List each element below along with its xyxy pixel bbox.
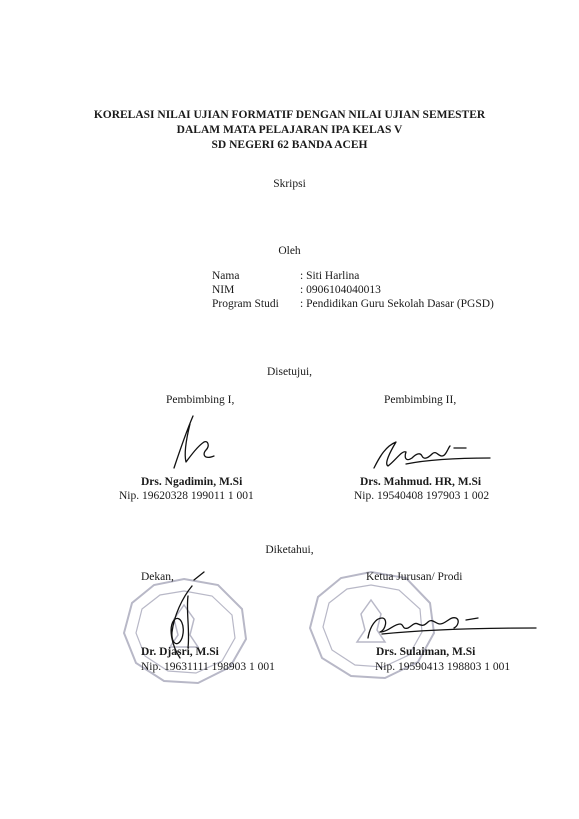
advisor-1-role: Pembimbing I, bbox=[166, 394, 235, 406]
advisor-2-role: Pembimbing II, bbox=[384, 394, 457, 406]
nim-label: NIM bbox=[212, 284, 235, 296]
head-nip: Nip. 19590413 198803 1 001 bbox=[375, 661, 511, 673]
program-value: : Pendidikan Guru Sekolah Dasar (PGSD) bbox=[300, 298, 494, 310]
head-signature bbox=[362, 602, 542, 646]
by-label: Oleh bbox=[278, 245, 301, 257]
head-role: Ketua Jurusan/ Prodi bbox=[366, 571, 463, 583]
advisor-2-signature bbox=[366, 434, 496, 474]
dean-role: Dekan, bbox=[141, 571, 174, 583]
name-value: : Siti Harlina bbox=[300, 270, 360, 282]
title-line-3: SD NEGERI 62 BANDA ACEH bbox=[211, 139, 368, 151]
advisor-1-signature bbox=[160, 410, 230, 472]
approved-label: Disetujui, bbox=[266, 366, 313, 378]
advisor-2-name: Drs. Mahmud. HR, M.Si bbox=[360, 476, 482, 488]
title-line-2: DALAM MATA PELAJARAN IPA KELAS V bbox=[176, 124, 403, 136]
name-label: Nama bbox=[212, 270, 240, 282]
advisor-1-nip: Nip. 19620328 199011 1 001 bbox=[119, 490, 254, 502]
advisor-2-nip: Nip. 19540408 197903 1 002 bbox=[354, 490, 490, 502]
known-label: Diketahui, bbox=[265, 544, 314, 556]
dean-nip: Nip. 19631111 198903 1 001 bbox=[141, 661, 275, 673]
nim-value: : 0906104040013 bbox=[300, 284, 381, 296]
program-label: Program Studi bbox=[212, 298, 279, 310]
dean-name: Dr. Djasri, M.Si bbox=[141, 646, 219, 658]
advisor-1-name: Drs. Ngadimin, M.Si bbox=[141, 476, 243, 488]
title-line-1: KORELASI NILAI UJIAN FORMATIF DENGAN NILAI UJIAN SEMESTER bbox=[93, 109, 486, 121]
document-type: Skripsi bbox=[273, 178, 306, 190]
head-name: Drs. Sulaiman, M.Si bbox=[376, 646, 476, 658]
